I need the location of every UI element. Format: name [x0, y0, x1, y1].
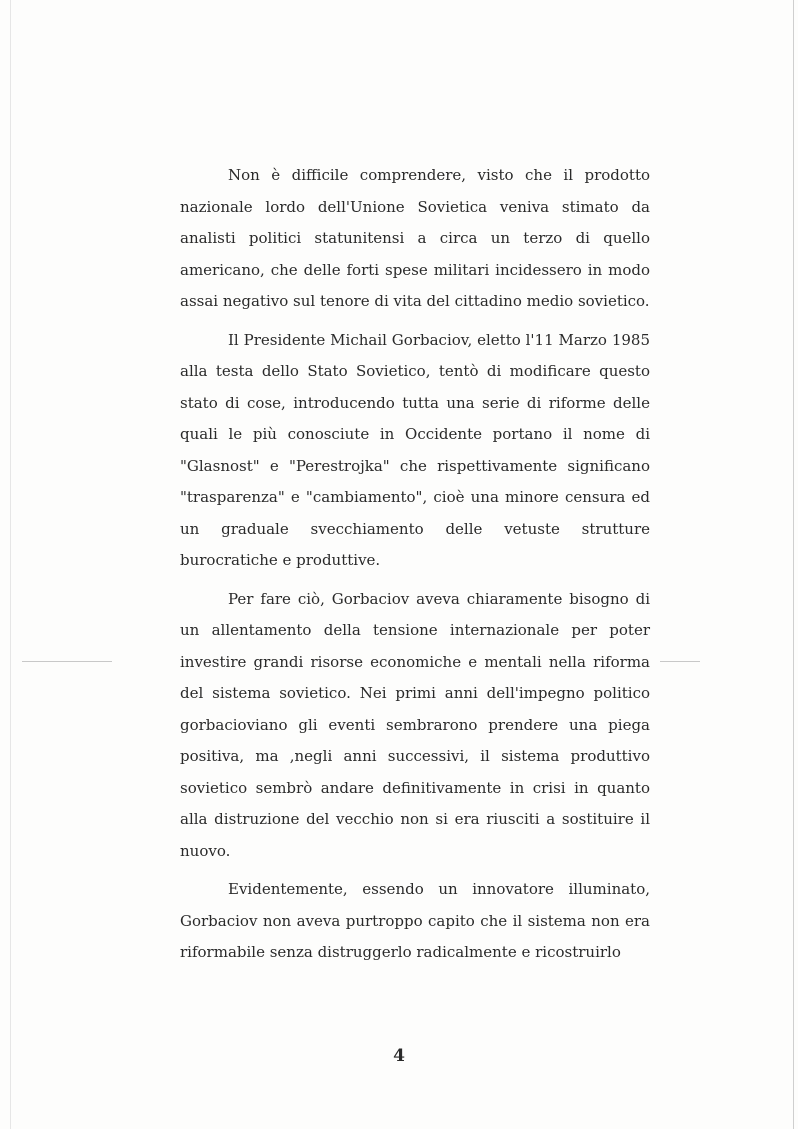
- document-body: [180, 160, 650, 976]
- paragraph-1: Non è difficile comprendere, visto che il prodotto nazionale lordo dell'Unione Sovietica veniva stimato da analisti politici statunitensi a circa un terzo di quello americano, che delle forti spese militari incidessero in modo assai negativo sul tenore di vita del cittadino medio sovietico.: [180, 166, 650, 310]
- paragraph-4: Evidentemente, essendo un innovatore illuminato, Gorbaciov non aveva purtroppo capito che il sistema non era riformabile senza distruggerlo radicalmente e ricostruirlo: [180, 880, 650, 961]
- scan-artifact-left: [22, 661, 112, 662]
- page-left-edge: [10, 0, 11, 1129]
- scan-artifact-right: [660, 661, 700, 662]
- page-right-edge: [793, 0, 794, 1129]
- paragraph-2: Il Presidente Michail Gorbaciov, eletto l'11 Marzo 1985 alla testa dello Stato Sovietico, tentò di modificare questo stato di cose, introducendo tutta una serie di riforme delle quali le più conosciute in Occidente portano il nome di "Glasnost" e "Perestrojka" che rispettivamente significano "trasparenza" e "cambiamento", cioè una minore censura ed un graduale svecchiamento delle vetuste strutture burocratiche e produttive.: [180, 330, 650, 569]
- paragraph-3: Per fare ciò, Gorbaciov aveva chiaramente bisogno di un allentamento della tensione internazionale per poter investire grandi risorse economiche e mentali nella riforma del sistema sovietico. Nei primi anni dell'impegno politico gorbacioviano gli eventi sembrarono prendere una piega positiva, ma ,negli anni successivi, il sistema produttivo sovietico sembrò andare definitivamente in crisi in quanto alla distruzione del vecchio non si era riusciti a sostituire il nuovo.: [180, 589, 650, 860]
- page-number: 4: [393, 1046, 405, 1066]
